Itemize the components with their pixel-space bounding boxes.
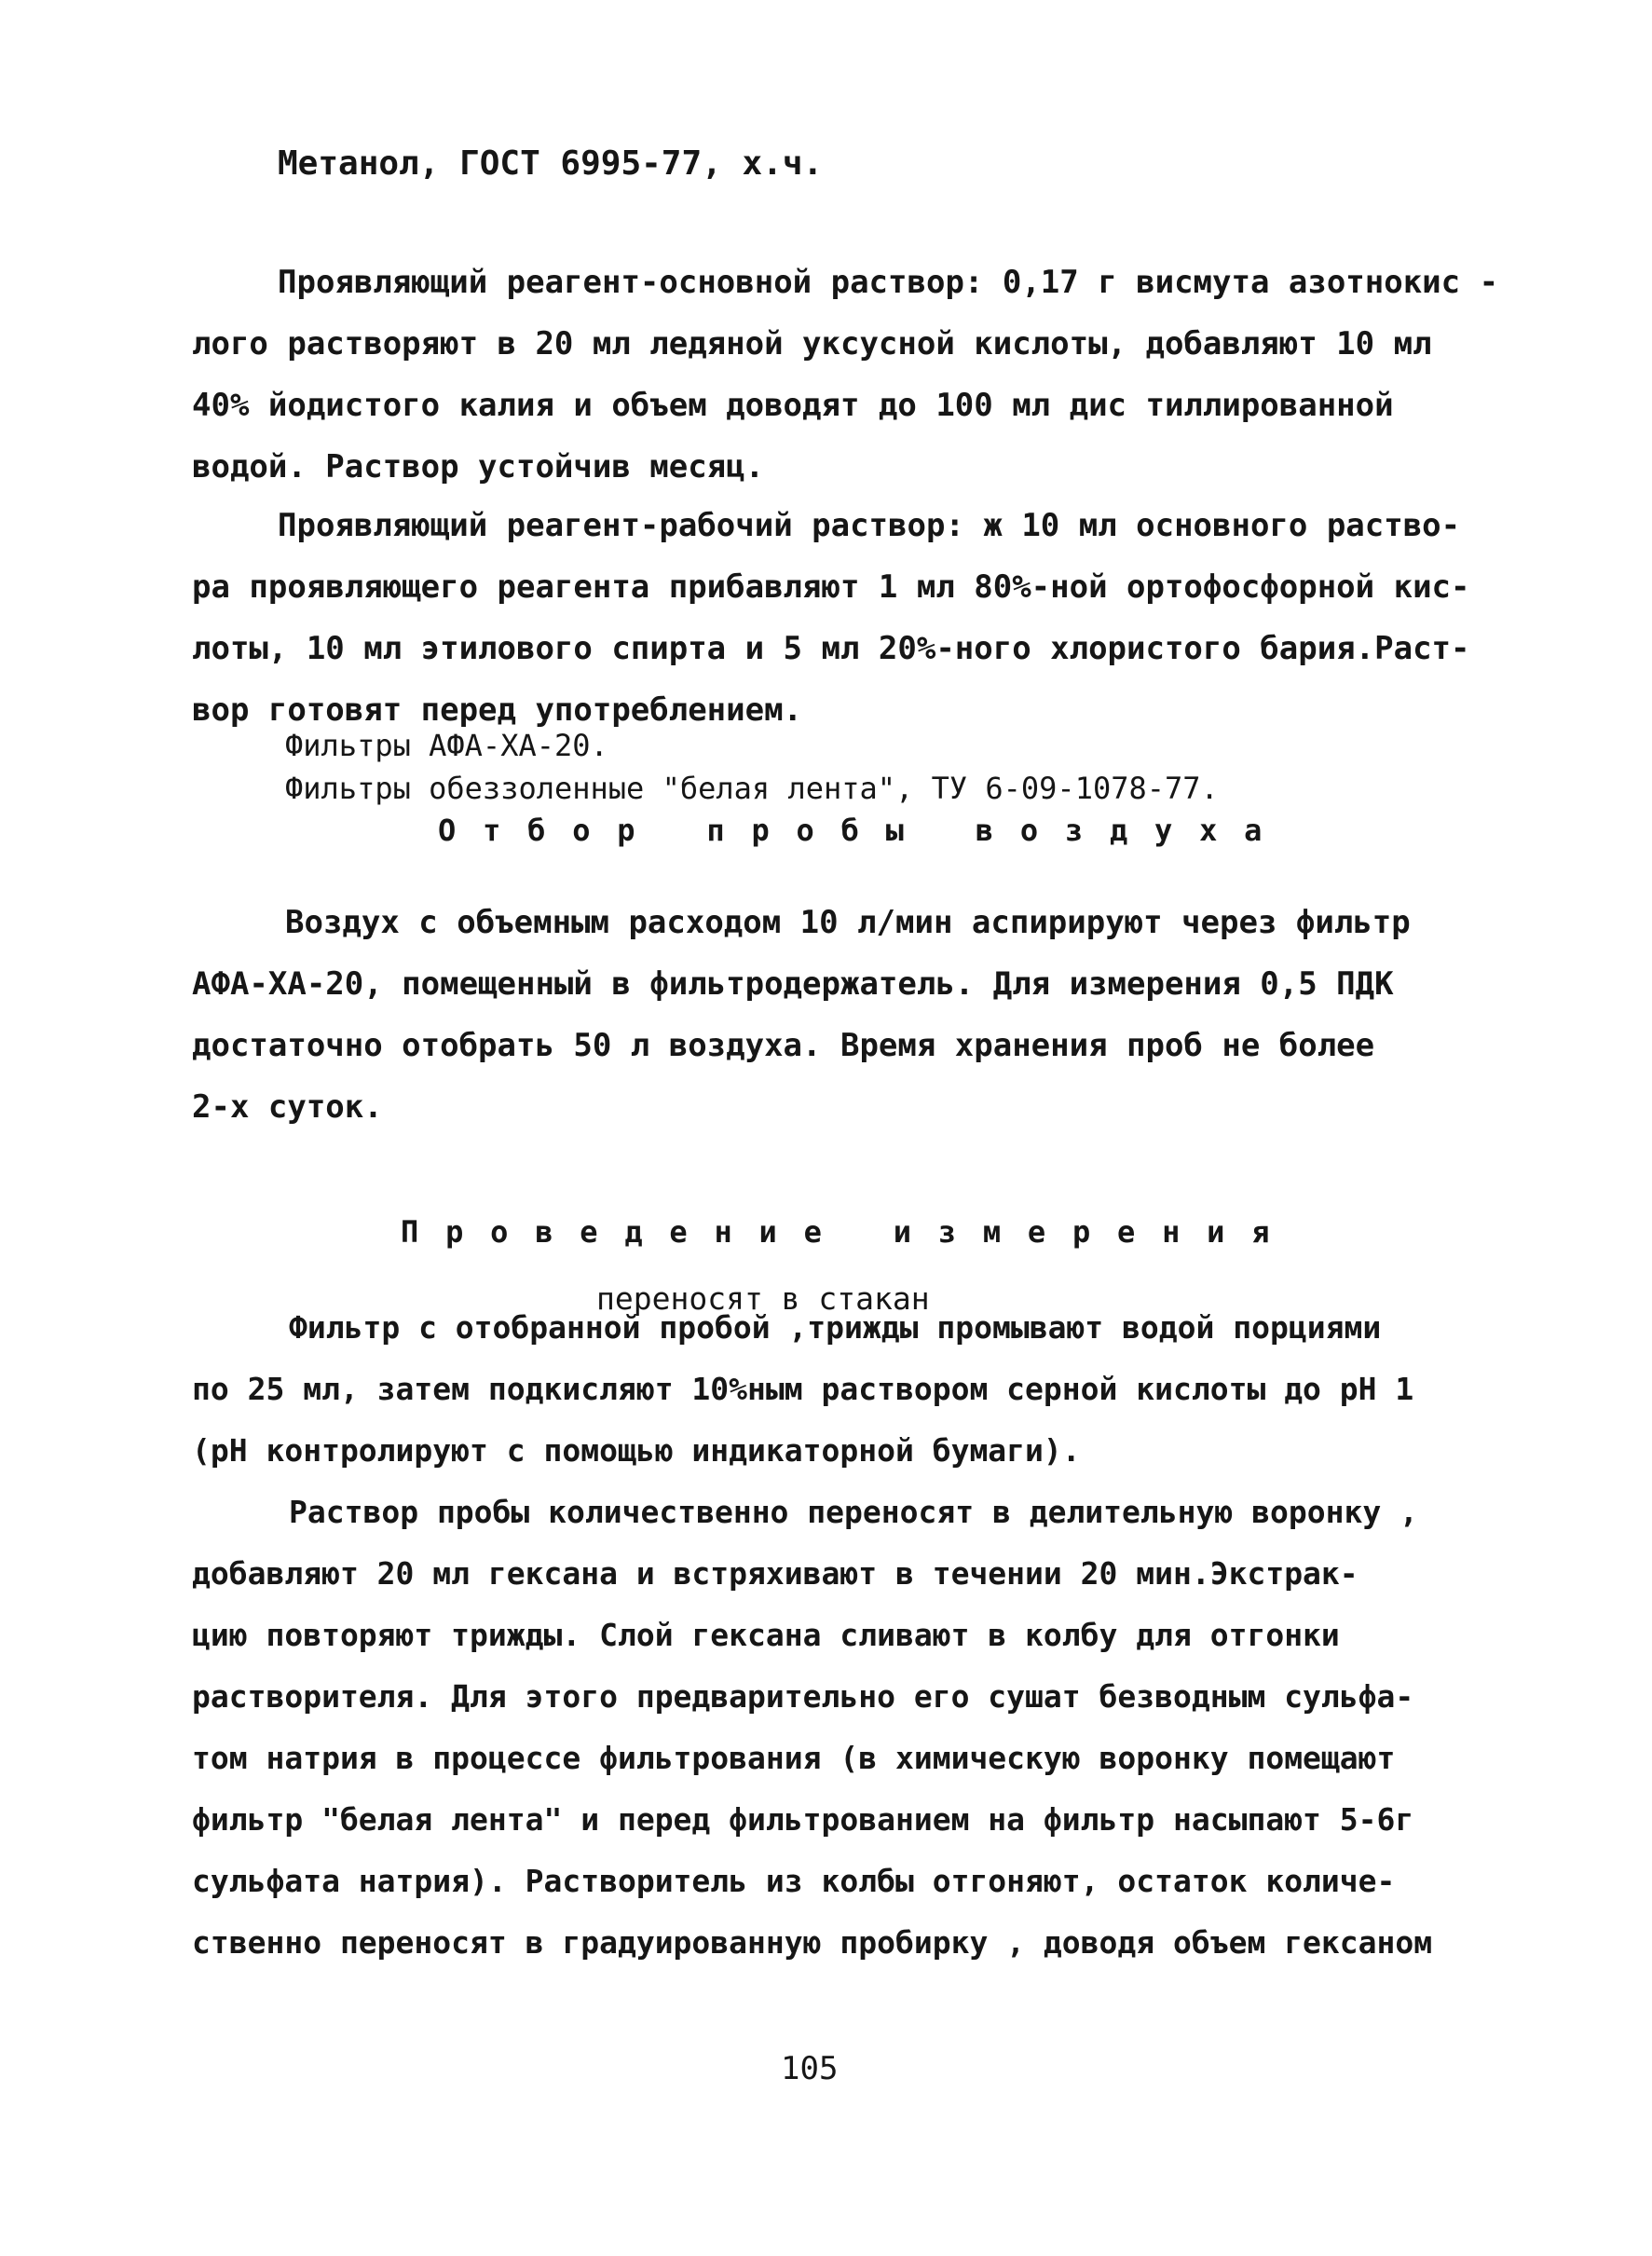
paragraph-line: 40% йодистого калия и объем доводят до 100 мл дис тиллированной	[192, 387, 1394, 424]
paragraph-line: ственно переносят в градуированную пробирку , доводя объем гексаном	[192, 1924, 1433, 1961]
paragraph-line: Фильтр с отобранной пробой ,трижды промывают водой порциями	[289, 1309, 1382, 1346]
paragraph-line: сульфата натрия). Растворитель из колбы отгоняют, остаток количе-	[192, 1863, 1396, 1899]
paragraph-line: Проявляющий реагент-рабочий раствор: ж 10 мл основного раство-	[278, 507, 1461, 544]
paragraph-line: достаточно отобрать 50 л воздуха. Время хранения проб не более	[192, 1027, 1375, 1064]
paragraph-line: фильтр "белая лента" и перед фильтрованием на фильтр насыпают 5-6г	[192, 1801, 1414, 1838]
page-number: 105	[781, 2050, 839, 2087]
paragraph-line: цию повторяют трижды. Слой гексана сливают в колбу для отгонки	[192, 1617, 1340, 1653]
paragraph-line: водой. Раствор устойчив месяц.	[192, 448, 765, 485]
paragraph-line: лоты, 10 мл этилового спирта и 5 мл 20%-ного хлористого бария.Раст-	[192, 630, 1470, 667]
paragraph-line: (pH контролируют с помощью индикаторной бумаги).	[192, 1432, 1081, 1469]
paragraph-line: Проявляющий реагент-основной раствор: 0,17 г висмута азотнокис -	[278, 264, 1499, 301]
paragraph-line: лого растворяют в 20 мл ледяной уксусной кислоты, добавляют 10 мл	[192, 325, 1432, 362]
paragraph-line: 2-х суток.	[192, 1088, 383, 1126]
paragraph-line: АФА-ХА-20, помещенный в фильтродержатель. Для измерения 0,5 ПДК	[192, 965, 1394, 1003]
filter-line: Фильтры обеззоленные "белая лента", ТУ 6-09-1078-77.	[285, 771, 1219, 806]
section-heading-measurement: Проведение измерения	[401, 1214, 1297, 1250]
paragraph-line: Раствор пробы количественно переносят в делительную воронку ,	[289, 1494, 1418, 1530]
paragraph-line: ра проявляющего реагента прибавляют 1 мл 80%-ной ортофосфорной кис-	[192, 568, 1470, 606]
paragraph-line: том натрия в процессе фильтрования (в химическую воронку помещают	[192, 1740, 1396, 1776]
paragraph-line: добавляют 20 мл гексана и встряхивают в течении 20 мин.Экстрак-	[192, 1555, 1358, 1592]
reagent-methanol-line: Метанол, ГОСТ 6995-77, х.ч.	[278, 144, 824, 183]
handwritten-insertion: переносят в стакан	[596, 1280, 930, 1317]
filter-line: Фильтры АФА-ХА-20.	[285, 728, 608, 763]
paragraph-line: по 25 мл, затем подкисляют 10%ным раствором серной кислоты до pH 1	[192, 1371, 1414, 1407]
paragraph-line: растворителя. Для этого предварительно его сушат безводным сульфа-	[192, 1678, 1414, 1715]
paragraph-line: вор готовят перед употреблением.	[192, 691, 803, 729]
paragraph-line: Воздух с объемным расходом 10 л/мин аспирируют через фильтр	[285, 904, 1411, 941]
section-heading-sampling: Отбор пробы воздуха	[438, 813, 1290, 848]
